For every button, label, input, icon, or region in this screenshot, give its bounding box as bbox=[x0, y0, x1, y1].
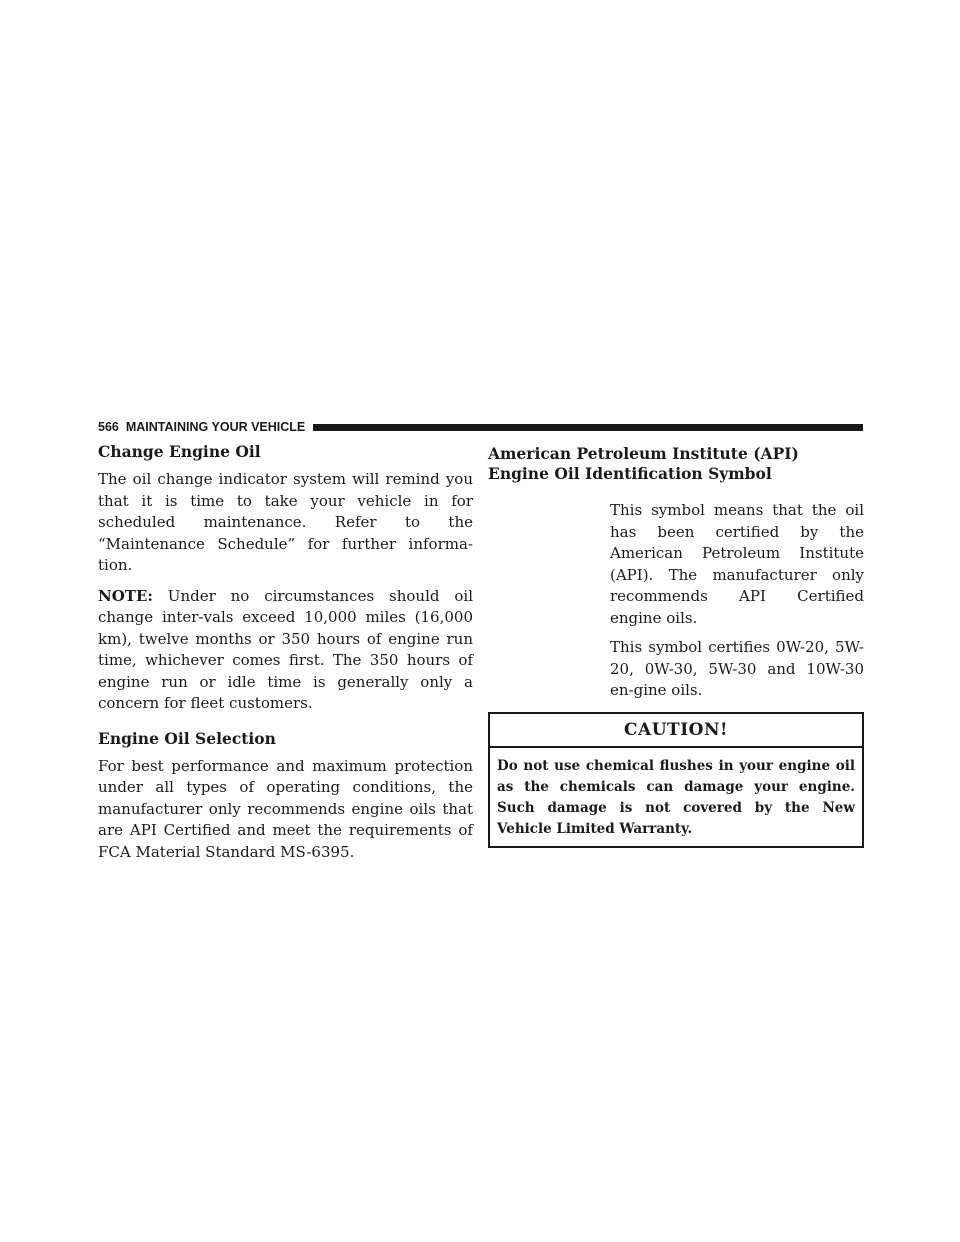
change-oil-paragraph: The oil change indicator system will remind you that it is time to take your vehicle in for scheduled maintenance. Refer to the “Maintenance Schedule” for further informa-tion. bbox=[98, 470, 473, 574]
header-rule bbox=[313, 424, 863, 431]
note-paragraph bbox=[98, 586, 473, 715]
heading-api-symbol: American Petroleum Institute (API) Engine Oil Identification Symbol bbox=[488, 444, 799, 483]
symbol-paragraph-1: This symbol means that the oil has been certified by the American Petroleum Institute (API). The manufacturer only recommends API Certified engine oils. bbox=[610, 501, 864, 627]
page-header bbox=[98, 419, 863, 435]
symbol-description bbox=[610, 500, 864, 702]
caution-box bbox=[488, 712, 864, 849]
selection-paragraph: For best performance and maximum protection under all types of operating conditions, the manufacturer only recommends engine oils that are API Certified and meet the requirements of FCA Material Standard MS-6395. bbox=[98, 756, 473, 861]
caution-title: CAUTION! bbox=[490, 714, 862, 749]
caution-body: Do not use chemical flushes in your engine oil as the chemicals can damage your engine. Such damage is not covered by the New Vehicle Limited Warranty. bbox=[497, 758, 855, 837]
page-number: 566 bbox=[98, 420, 119, 434]
section-title: MAINTAINING YOUR VEHICLE bbox=[125, 420, 306, 434]
heading-engine-oil-selection: Engine Oil Selection bbox=[98, 728, 276, 748]
note-text: Under no circumstances should oil change inter-vals exceed 10,000 miles (16,000 km), twelve months or 350 hours of engine run time, whichever comes first. The 350 hours of engine run or idle time is generally only a concern for fleet customers. bbox=[98, 586, 473, 712]
left-column bbox=[98, 442, 473, 872]
right-column bbox=[488, 442, 864, 848]
symbol-paragraph-2: This symbol certifies 0W-20, 5W-20, 0W-30, 5W-30 and 10W-30 en-gine oils. bbox=[610, 638, 864, 699]
heading-change-engine-oil: Change Engine Oil bbox=[98, 442, 261, 461]
note-label: NOTE: bbox=[98, 586, 153, 605]
